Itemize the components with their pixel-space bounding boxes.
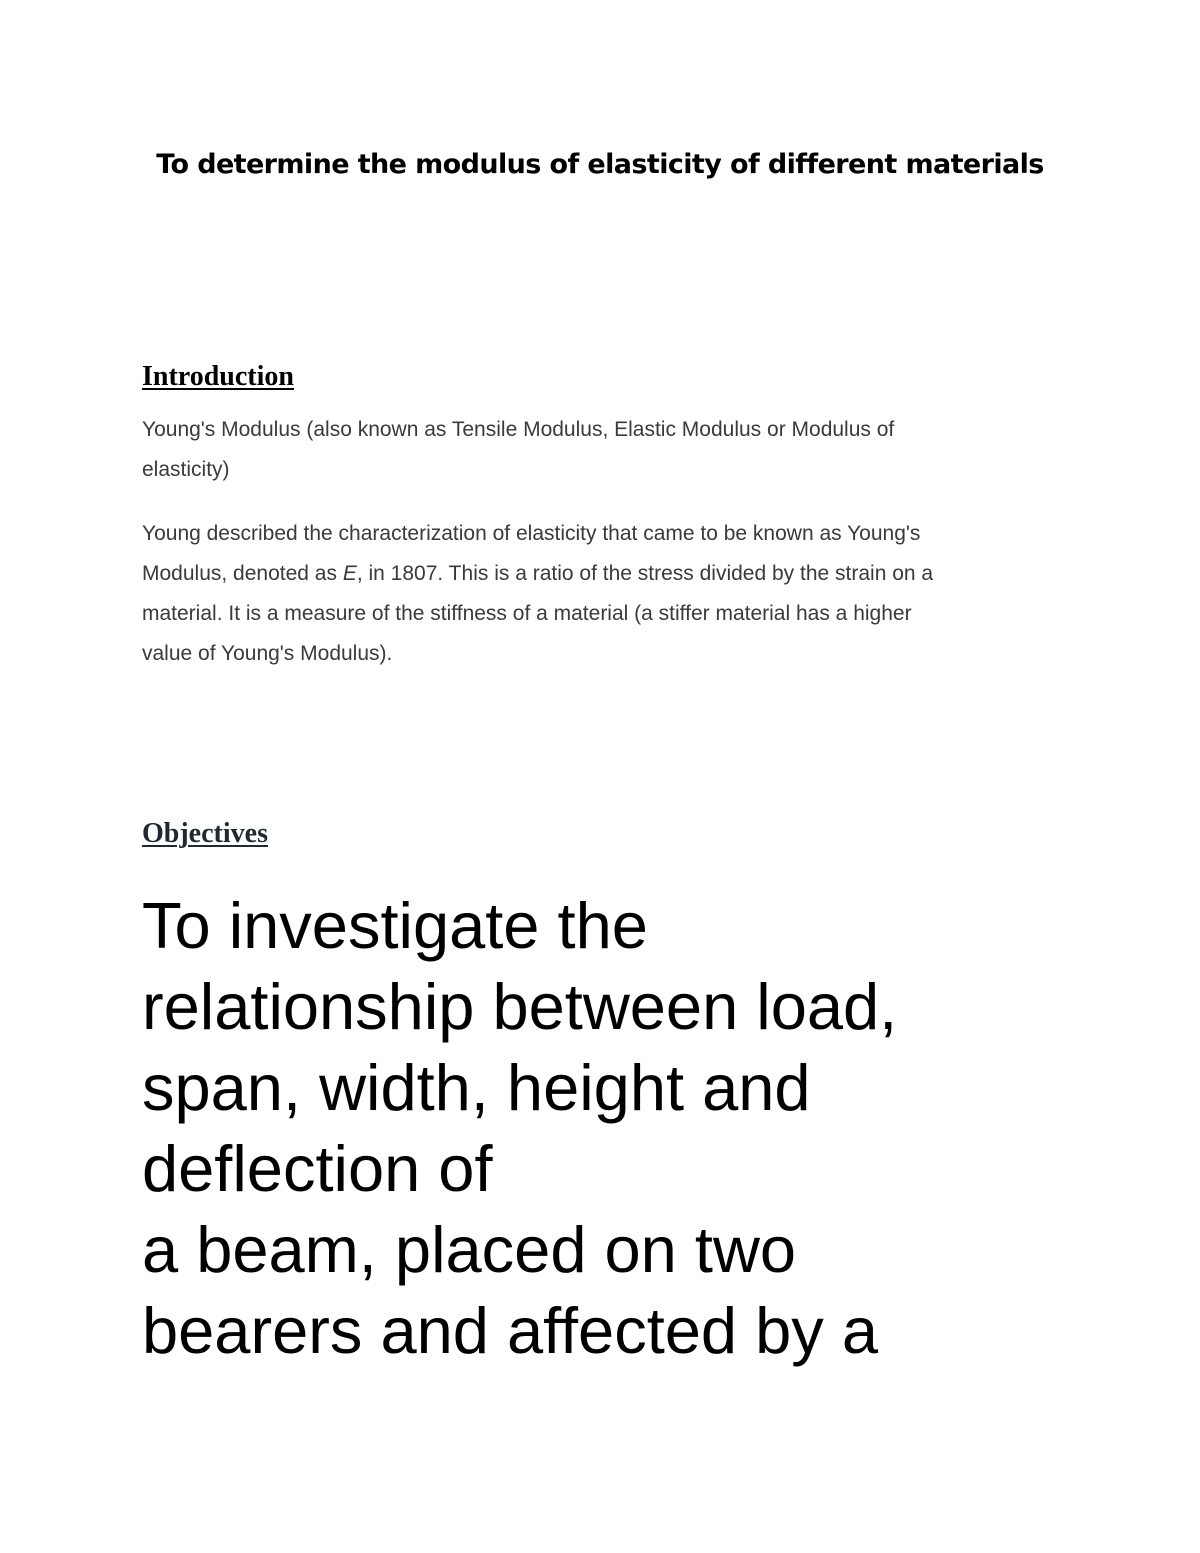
introduction-paragraph-2 — [142, 514, 1042, 674]
objective-line: deflection of — [142, 1132, 493, 1205]
paragraph-line: elasticity) — [142, 458, 230, 481]
objective-line: bearers and affected by a — [142, 1294, 878, 1367]
objectives-heading: Objectives — [142, 818, 268, 849]
objective-line: To investigate the — [142, 889, 648, 962]
objective-statement — [142, 885, 897, 1371]
paragraph-line — [142, 554, 1042, 594]
objective-line: span, width, height and — [142, 1051, 811, 1124]
paragraph-line: Young's Modulus (also known as Tensile Modulus, Elastic Modulus or Modulus of — [142, 418, 895, 441]
document-title: To determine the modulus of elasticity of different materials — [156, 149, 1044, 180]
objective-line: a beam, placed on two — [142, 1213, 797, 1286]
modulus-symbol: E — [342, 562, 357, 585]
paragraph-line: material. It is a measure of the stiffness of a material (a stiffer material has a higher — [142, 602, 912, 625]
paragraph-text: Modulus, denoted as — [142, 562, 343, 585]
paragraph-line: value of Young's Modulus). — [142, 642, 393, 665]
objective-line: relationship between load, — [142, 970, 898, 1043]
paragraph-line: Young described the characterization of elasticity that came to be known as Young's — [142, 522, 921, 545]
introduction-heading: Introduction — [142, 361, 294, 392]
paragraph-text: , in 1807. This is a ratio of the stress divided by the strain on a — [356, 562, 934, 585]
introduction-paragraph-1 — [142, 410, 1042, 490]
